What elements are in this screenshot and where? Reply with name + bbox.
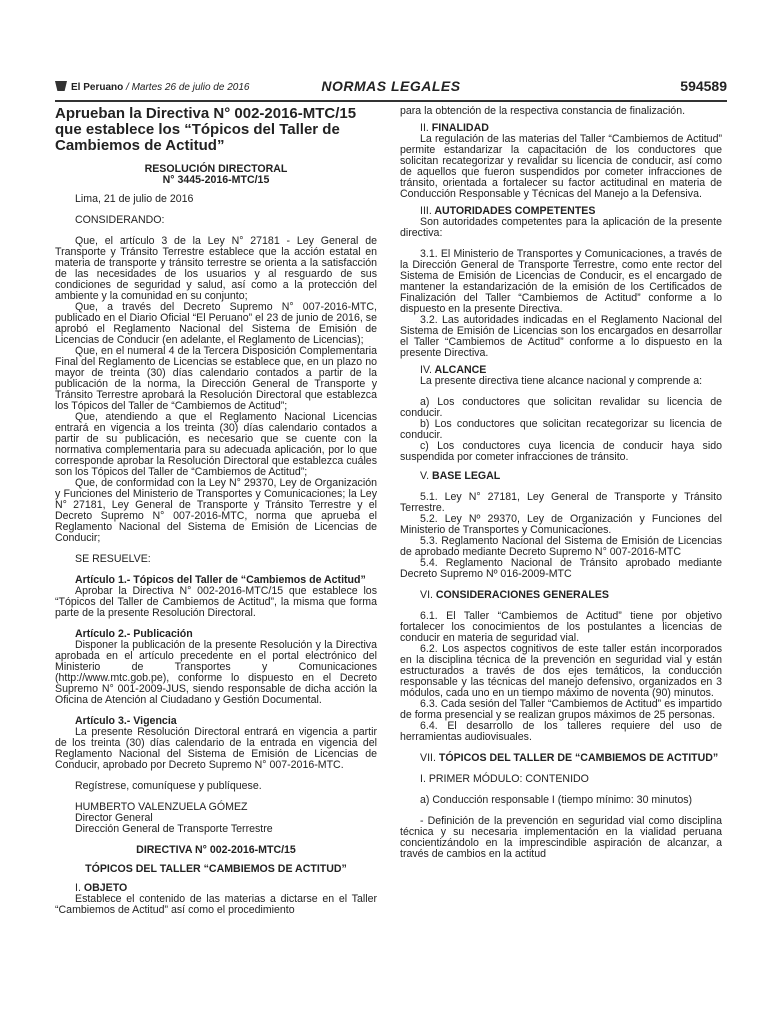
- directive-subtitle: TÓPICOS DEL TALLER “CAMBIEMOS DE ACTITUD”: [85, 863, 347, 875]
- signatory-role: Director General: [75, 812, 153, 824]
- resolution-number: N° 3445-2016-MTC/15: [162, 174, 270, 186]
- page-header: [55, 78, 727, 102]
- module-1-definition: - Definición de la prevención en seguridad vial como disciplina técnica y su necesaria implementación en la vialidad peruana concientizándolo en la imprescindible aspiración de alcanzar, a través de cambios en la actitud: [400, 815, 722, 860]
- objeto-text: Establece el contenido de las materias a dictarse en el Taller “Cambiemos de Actitud” así como el procedimiento: [55, 893, 377, 916]
- alcance-text: La presente directiva tiene alcance nacional y comprende a:: [420, 375, 703, 387]
- item-3-1: 3.1. El Ministerio de Transportes y Comunicaciones, a través de la Dirección General de Transporte Terrestre, como ente rector del Sistema de Emisión de Licencias de Conducir, es el encargado de mantener la estandarización de la emisión de los Certificados de Finalización del Taller “Cambiemos de Actitud” conforme a lo dispuesto en la presente Directiva.: [400, 248, 722, 315]
- paragraph: Que, a través del Decreto Supremo N° 007-2016-MTC, publicado en el Diario Oficial “El Peruano” el 23 de junio de 2016, se aprobó el Reglamento Nacional del Sistema de Emisión de Licencias de Conducir (en adelante, el Reglamento de Licencias);: [55, 301, 377, 346]
- article-2-title: Artículo 2.- Publicación: [75, 628, 193, 640]
- alcance-item-c: c) Los conductores cuya licencia de conducir haya sido suspendida por cometer infracciones de tránsito.: [400, 440, 722, 463]
- item-6-4: 6.4. El desarrollo de los talleres requiere del uso de herramientas audiovisuales.: [400, 720, 722, 743]
- item-5-1: 5.1. Ley N° 27181, Ley General de Transporte y Tránsito Terrestre.: [400, 491, 722, 514]
- objeto-continuation: para la obtención de la respectiva constancia de finalización.: [400, 105, 686, 117]
- section-heading-finalidad: II. FINALIDAD: [420, 122, 489, 134]
- article-1-title: Artículo 1.- Tópicos del Taller de “Cambiemos de Actitud”: [75, 574, 366, 586]
- paragraph: Que, en el numeral 4 de la Tercera Disposición Complementaria Final del Reglamento de Licencias se establece que, en un plazo no mayor de treinta (30) días calendario contados a partir de la publicación de la norma, la Dirección General de Transporte y Tránsito Terrestre aprobará la Resolución Directoral que establezca los Tópicos del Taller de “Cambiemos de Actitud”;: [55, 345, 377, 412]
- closing-formula: Regístrese, comuníquese y publíquese.: [75, 780, 262, 792]
- module-1-heading: I. PRIMER MÓDULO: CONTENIDO: [420, 773, 589, 785]
- section-heading-base-legal: V. BASE LEGAL: [420, 470, 501, 482]
- module-1-item-a: a) Conducción responsable I (tiempo mínimo: 30 minutos): [420, 794, 693, 806]
- item-3-2: 3.2. Las autoridades indicadas en el Reglamento Nacional del Sistema de Emisión de Licencias son los encargados en desarrollar el Taller “Cambiemos de Actitud” conforme a lo dispuesto en la presente Directiva.: [400, 314, 722, 359]
- article-title: Aprueban la Directiva N° 002-2016-MTC/15 que establece los “Tópicos del Taller de Cambiemos de Actitud”: [55, 105, 357, 154]
- alcance-item-a: a) Los conductores que solicitan revalidar su licencia de conducir.: [400, 396, 722, 419]
- section-heading-autoridades: III. AUTORIDADES COMPETENTES: [420, 205, 596, 217]
- section-heading-consideraciones: VI. CONSIDERACIONES GENERALES: [420, 589, 609, 601]
- place-date: Lima, 21 de julio de 2016: [75, 193, 194, 205]
- item-5-3: 5.3. Reglamento Nacional del Sistema de Emisión de Licencias de aprobado mediante Decreto Supremo N° 007-2016-MTC: [400, 535, 722, 558]
- section-heading-objeto: I. OBJETO: [75, 882, 128, 894]
- item-6-1: 6.1. El Taller “Cambiemos de Actitud” tiene por objetivo fortalecer los conocimientos de los postulantes a licencias de conducir en materia de seguridad vial.: [400, 610, 722, 644]
- considerando-label: CONSIDERANDO:: [75, 214, 165, 226]
- article-1-text: Aprobar la Directiva N° 002-2016-MTC/15 que establece los “Tópicos del Taller de Cambiemos de Actitud”, la misma que forma parte de la presente Resolución Directoral.: [55, 585, 377, 619]
- paragraph: Que, de conformidad con la Ley N° 29370, Ley de Organización y Funciones del Ministerio de Transportes y Comunicaciones; la Ley N° 27181, Ley General de Transporte y Tránsito Terrestre y el Decreto Supremo N° 007-2016-MTC, norma que aprueba el Reglamento Nacional del Sistema de Emisión de Licencias de Conducir;: [55, 477, 377, 544]
- signatory-name: HUMBERTO VALENZUELA GÓMEZ: [75, 801, 248, 813]
- article-2-text: Disponer la publicación de la presente Resolución y la Directiva aprobada en el artículo precedente en el portal electrónico del Ministerio de Transportes y Comunicaciones (http://www.mtc.gob.pe), conforme lo dispuesto en el Decreto Supremo N° 001-2009-JUS, siendo responsable de dicha acción la Oficina de Atención al Ciudadano y Gestión Documental.: [55, 639, 377, 706]
- item-6-3: 6.3. Cada sesión del Taller “Cambiemos de Actitud” es impartido de forma presencial y se realizan grupos máximos de 25 personas.: [400, 698, 722, 721]
- issue-date: / Martes 26 de julio de 2016: [126, 82, 250, 93]
- page-number: 594589: [680, 78, 727, 94]
- logo-text: El Peruano: [71, 82, 124, 93]
- resolution-title: RESOLUCIÓN DIRECTORAL: [144, 163, 288, 175]
- autoridades-text: Son autoridades competentes para la aplicación de la presente directiva:: [400, 216, 722, 239]
- section-title: NORMAS LEGALES: [321, 78, 461, 94]
- article-3-text: La presente Resolución Directoral entrará en vigencia a partir de los treinta (30) días calendario de la entrada en vigencia del Reglamento Nacional del Sistema de Emisión de Licencias de Conducir, aprobado por Decreto Supremo N° 007-2016-MTC.: [55, 726, 377, 771]
- article-3-title: Artículo 3.- Vigencia: [75, 715, 177, 727]
- se-resuelve-label: SE RESUELVE:: [75, 553, 151, 565]
- section-heading-alcance: IV. ALCANCE: [420, 364, 487, 376]
- item-5-2: 5.2. Ley Nº 29370, Ley de Organización y Funciones del Ministerio de Transportes y Comunicaciones.: [400, 513, 722, 536]
- item-6-2: 6.2. Los aspectos cognitivos de este taller están incorporados en la disciplina técnica de la prevención en seguridad vial y están estructurados a través de dos ejes temáticos, la conducción responsable y las técnicas del manejo defensivo, organizados en 3 módulos, cada uno en un tiempo máximo de noventa (90) minutos.: [400, 643, 722, 699]
- finalidad-text: La regulación de las materias del Taller “Cambiemos de Actitud” permite estandarizar la capacitación de los conductores que solicitan recategorizar y revalidar su licencia de conducir, así como de aquellos que fueron suspendidos por cometer infracciones de tránsito, orientada a fortalecer su factor actitudinal en materia de Conducción Responsable y Técnicas del Manejo a la Defensiva.: [400, 133, 722, 200]
- section-heading-topicos: VII. TÓPICOS DEL TALLER DE “CAMBIEMOS DE ACTITUD”: [420, 752, 719, 764]
- directive-title: DIRECTIVA N° 002-2016-MTC/15: [136, 844, 296, 856]
- alcance-item-b: b) Los conductores que solicitan recategorizar su licencia de conducir.: [400, 418, 722, 441]
- right-column: [400, 106, 722, 860]
- signatory-office: Dirección General de Transporte Terrestre: [75, 823, 273, 835]
- item-5-4: 5.4. Reglamento Nacional de Tránsito aprobado mediante Decreto Supremo Nº 016-2009-MTC: [400, 557, 722, 580]
- paragraph: Que, el artículo 3 de la Ley N° 27181 - Ley General de Transporte y Tránsito Terrestre establece que la acción estatal en materia de transporte y tránsito terrestre se orienta a la satisfacción de las necesidades de los usuarios y al resguardo de sus condiciones de seguridad y salud, así como a la protección del ambiente y la comunidad en su conjunto;: [55, 235, 377, 302]
- paragraph: Que, atendiendo a que el Reglamento Nacional Licencias entrará en vigencia a los treinta (30) días calendario contados a partir de su publicación, es necesario que se cuente con la normativa complementaria para su adecuada aplicación, por lo que corresponde aprobar la Resolución Directoral que establezca cuáles son los Tópicos del Taller de “Cambiemos de Actitud”;: [55, 411, 377, 478]
- left-column: [55, 106, 377, 916]
